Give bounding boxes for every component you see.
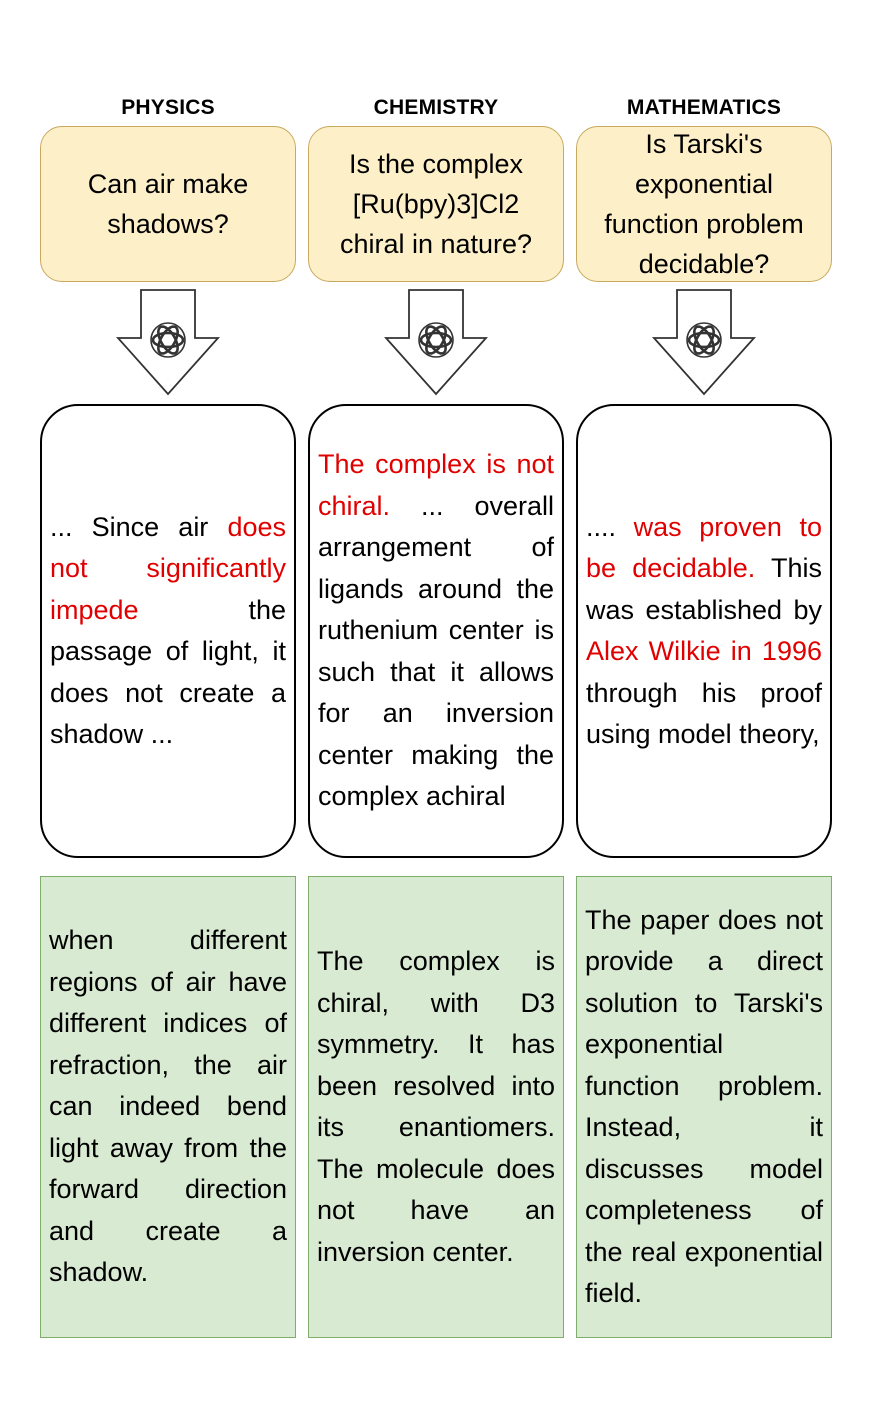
column-physics <box>40 0 296 1412</box>
ground-truth-box <box>576 876 832 1338</box>
answer-segment: through his proof using model theory, <box>586 677 822 749</box>
answer-segment: This was established by <box>586 553 822 625</box>
model-answer-text <box>310 444 562 818</box>
question-box <box>576 126 832 282</box>
model-answer-box <box>576 404 832 858</box>
ground-truth-box <box>40 876 296 1338</box>
column-mathematics <box>576 0 832 1412</box>
column-chemistry <box>308 0 564 1412</box>
model-answer-box <box>40 404 296 858</box>
answer-highlight: Alex Wilkie in 1996 <box>586 636 822 666</box>
down-arrow-icon <box>652 288 756 396</box>
down-arrow-icon <box>116 288 220 396</box>
answer-segment: ... overall arrangement of ligands around the ruthenium center is such that it allows for an inversion center making the complex achiral <box>318 490 554 812</box>
answer-segment: the passage of light, it does not create a shadow ... <box>50 594 286 749</box>
answer-segment: ... Since air <box>50 511 228 542</box>
model-answer-text <box>42 507 294 756</box>
question-box <box>40 126 296 282</box>
column-header: CHEMISTRY <box>373 96 499 119</box>
question-text: Can air make shadows? <box>87 169 249 239</box>
question-text: Is the complex [Ru(bpy)3]Cl2 chiral in nature? <box>339 149 533 259</box>
question-box <box>308 126 564 282</box>
ground-truth-box <box>308 876 564 1338</box>
answer-highlight: was proven to be decidable. <box>586 511 822 583</box>
ground-truth-text: when different regions of air have different indices of refraction, the air can indeed bend light away from the forward direction and create a shadow. <box>49 925 287 1288</box>
ground-truth-text: The paper does not provide a direct solution to Tarski's exponential function problem. Instead, it discusses model completeness of the real exponential field. <box>585 904 823 1308</box>
answer-highlight: The complex is not chiral. <box>318 449 554 521</box>
down-arrow-icon <box>384 288 488 396</box>
ground-truth-text: The complex is chiral, with D3 symmetry. It has been resolved into its enantiomers. The molecule does not have an inversion center. <box>317 946 555 1267</box>
answer-highlight: does not significantly impede <box>50 511 286 625</box>
column-header: MATHEMATICS <box>626 96 782 119</box>
model-answer-box <box>308 404 564 858</box>
question-text: Is Tarski's exponential function problem decidable? <box>604 129 804 279</box>
model-answer-text <box>578 507 830 756</box>
answer-segment: .... <box>586 511 634 542</box>
column-header: PHYSICS <box>121 96 215 119</box>
